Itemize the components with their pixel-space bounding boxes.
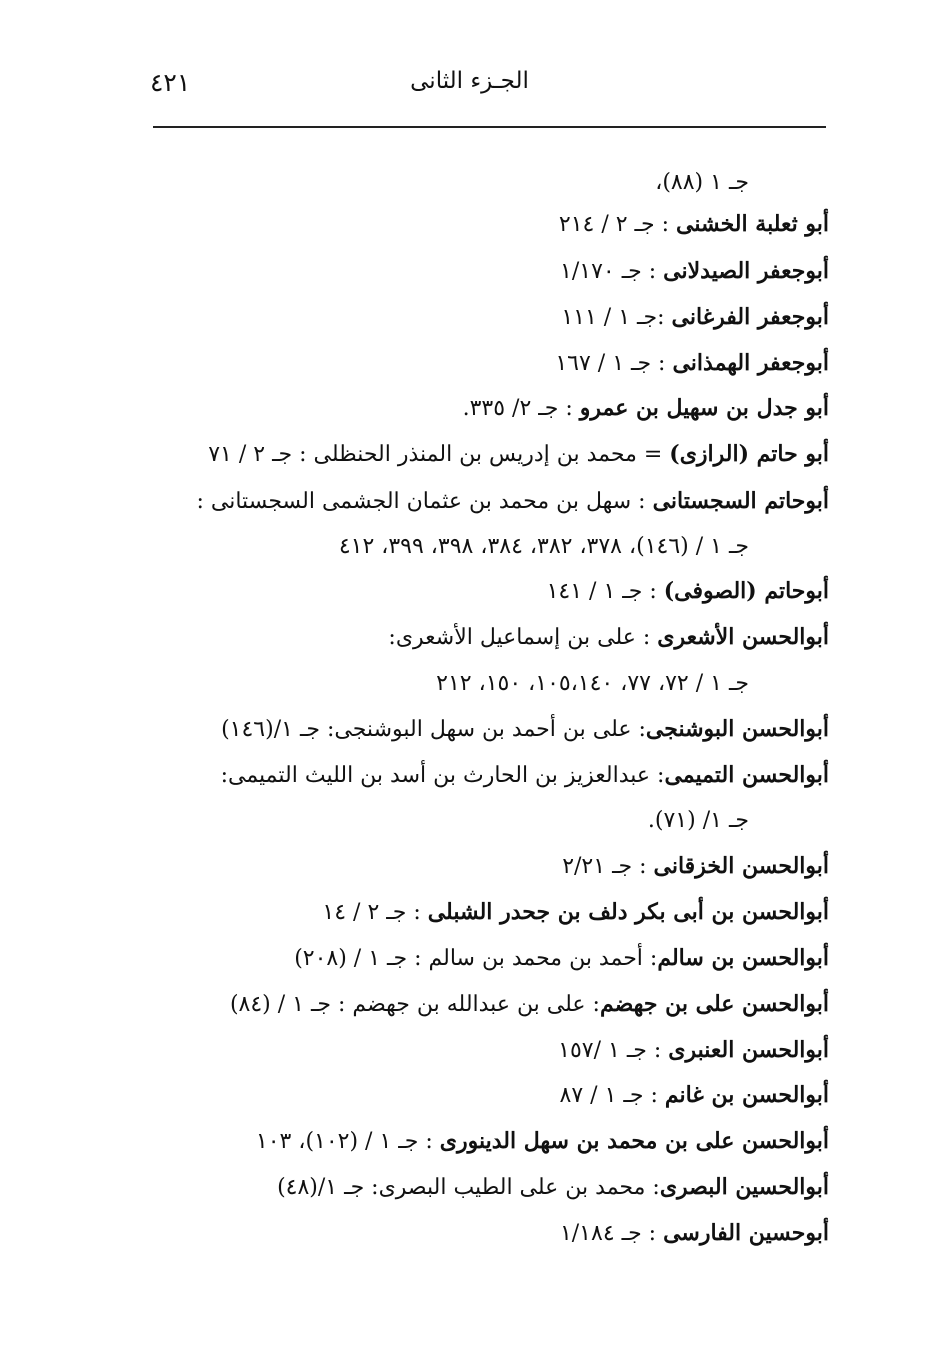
index-entry	[256, 1121, 829, 1161]
index-entry	[558, 1030, 829, 1070]
index-entry	[648, 800, 749, 840]
page-number: ٤٢١	[150, 68, 191, 97]
index-entry	[208, 434, 829, 474]
index-entry	[196, 481, 829, 521]
index-entry	[559, 204, 829, 244]
index-entry	[547, 571, 829, 611]
entry-text: جـ ١/ (٧١).	[647, 808, 749, 833]
entry-head: أبوجعفر الصيدلانى	[663, 258, 829, 284]
entry-text: : جـ ١ / ١٦٧	[555, 351, 673, 376]
entry-text: : جـ ٢ / ٢١٤	[558, 212, 676, 237]
entry-text: : جـ ٢/ ٣٣٥.	[462, 396, 580, 421]
entry-text: : على بن إسماعيل الأشعرى:	[388, 625, 658, 650]
entry-text: : على بن عبدالله بن جهضم : جـ ١ / (٨٤)	[229, 992, 600, 1017]
entry-text: : جـ ٢ / ١٤	[322, 900, 428, 925]
index-entry	[277, 1167, 829, 1207]
entry-head: أبوالحسن على بن محمد بن سهل الدينورى	[439, 1128, 829, 1154]
entry-text: = محمد بن إدريس بن المنذر الحنظلى : جـ ٢ / ٧١	[208, 442, 670, 467]
index-entry	[655, 162, 749, 202]
index-entry	[436, 663, 749, 703]
entry-text: : على بن أحمد بن سهل البوشنجى: جـ ١/(١٤٦)	[221, 717, 646, 742]
entry-head: أبوالحسن بن سالم	[657, 945, 829, 971]
index-entry	[388, 617, 829, 657]
entry-text: جـ ١ / ٧٢، ٧٧، ١٠٥،١٤٠، ١٥٠، ٢١٢	[436, 671, 749, 696]
index-entry	[221, 709, 829, 749]
running-title: الجـزء الثانى	[410, 68, 529, 94]
entry-text: : سهل بن محمد بن عثمان الجشمى السجستانى :	[196, 489, 653, 514]
entry-text: : أحمد بن محمد بن سالم : جـ ١ / (٢٠٨)	[294, 946, 658, 971]
index-entry	[560, 1075, 829, 1115]
entry-head: أبوالحسن بن أبى بكر دلف بن جحدر الشبلى	[427, 899, 829, 925]
entry-text: :جـ ١ / ١١١	[561, 305, 672, 330]
entry-head: أبوحاتم (الصوفى)	[663, 578, 829, 604]
entry-text: : عبدالعزيز بن الحارث بن أسد بن الليث التميمى:	[220, 763, 665, 788]
entry-text: جـ ١ / (١٤٦)، ٣٧٨، ٣٨٢، ٣٨٤، ٣٩٨، ٣٩٩، ٤١٢	[338, 534, 749, 559]
entry-head: أبو حاتم (الرازى)	[669, 441, 829, 467]
index-entry	[562, 846, 829, 886]
entry-head: أبوجعفر الفرغانى	[671, 304, 829, 330]
entry-text: : جـ ١ / ٨٧	[559, 1083, 665, 1108]
entry-text: : جـ ١ /١٥٧	[558, 1038, 669, 1063]
index-entry	[560, 1213, 829, 1253]
entry-text: : جـ ٢/٢١	[562, 854, 654, 879]
entry-text: : جـ ١ / ١٤١	[546, 579, 664, 604]
index-entry	[221, 755, 829, 795]
entry-head: أبوالحسن على بن جهضم	[599, 991, 829, 1017]
index-entry	[339, 526, 749, 566]
index-entry	[230, 984, 829, 1024]
entry-text: : جـ ١/١٧٠	[560, 259, 664, 284]
entry-text: جـ ١ (٨٨)،	[655, 170, 749, 195]
page-header	[0, 0, 939, 130]
entry-head: أبوالحسن الأشعرى	[657, 624, 829, 650]
index-entry	[555, 343, 829, 383]
entry-text: : محمد بن على الطيب البصرى: جـ ١/(٤٨)	[277, 1175, 660, 1200]
entry-head: أبو ثعلبة الخشنى	[676, 211, 829, 237]
entry-head: أبوجعفر الهمذانى	[672, 350, 829, 376]
entry-head: أبوالحسن العنبرى	[668, 1037, 829, 1063]
index-entry	[560, 251, 829, 291]
index-entry	[561, 297, 829, 337]
entry-head: أبو جدل بن سهيل بن عمرو	[579, 395, 829, 421]
index-entry	[294, 938, 829, 978]
entry-head: أبوالحسن بن غانم	[664, 1082, 829, 1108]
entry-head: أبوالحسن التميمى	[664, 762, 829, 788]
entry-text: : جـ ١/١٨٤	[559, 1221, 664, 1246]
entry-head: أبوالحسن البوشنجى	[645, 716, 829, 742]
index-entry	[463, 388, 829, 428]
header-rule	[153, 126, 826, 128]
index-entry	[322, 892, 829, 932]
entry-text: : جـ ١ / (١٠٢)، ١٠٣	[255, 1129, 440, 1154]
entry-head: أبوحسين الفارسى	[663, 1220, 829, 1246]
entry-head: أبوالحسين البصرى	[659, 1174, 829, 1200]
entry-head: أبوحاتم السجستانى	[652, 488, 829, 514]
entry-head: أبوالحسن الخزقانى	[653, 853, 829, 879]
